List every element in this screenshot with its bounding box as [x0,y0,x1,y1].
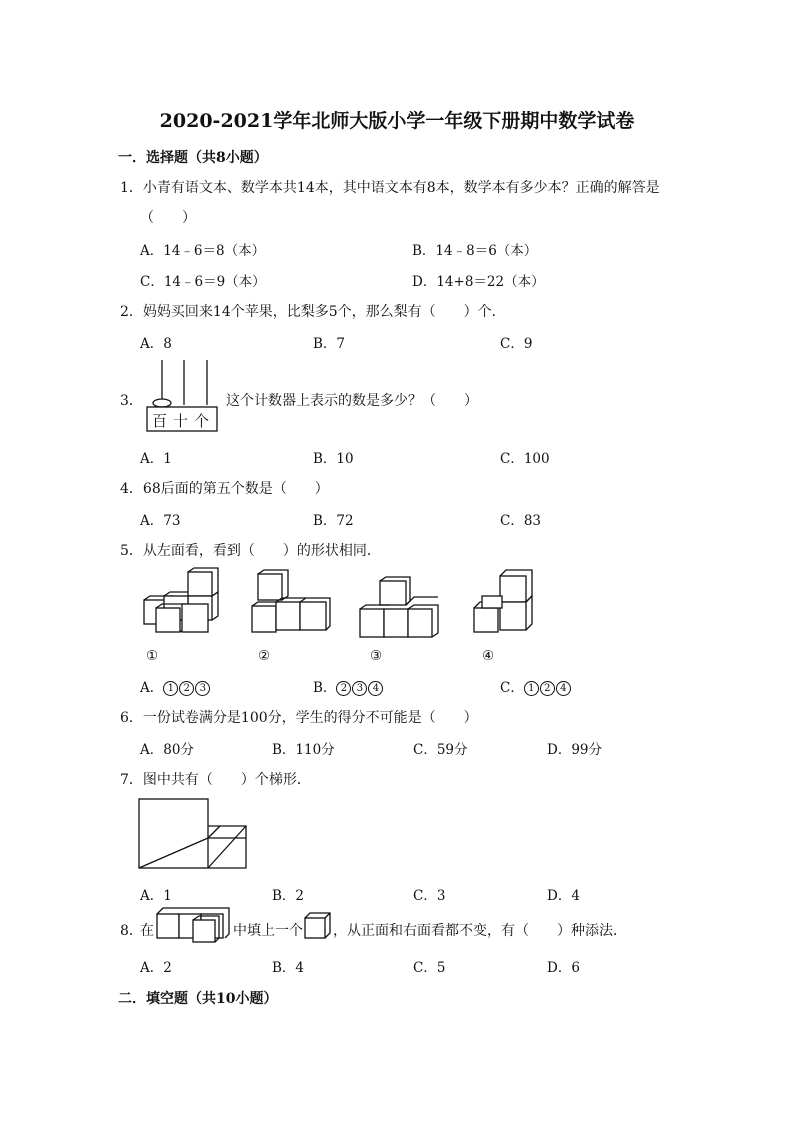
question-5 [120,540,381,560]
option-b[interactable]: B．2 [272,888,305,904]
question-text: 这个计数器上表示的数是多少？（ ） [226,393,478,409]
option-b[interactable] [313,676,384,696]
answer-paren: （ ） [140,210,196,226]
option-a[interactable]: A．8 [140,336,172,352]
circled-number: 1 [163,681,178,696]
question-number: 1． [120,180,143,196]
option-c[interactable] [500,676,572,696]
figure-label-3: ③ [370,648,383,664]
abacus-label: 百十个 [152,412,216,430]
option-c[interactable]: C．9 [500,336,533,352]
question-1 [120,177,660,197]
question-7 [120,769,311,789]
option-letter: B． [313,680,337,696]
option-b[interactable]: B．110分 [272,742,335,758]
option-c[interactable]: C．83 [500,513,542,529]
option-letter: A． [140,680,164,696]
option-b[interactable]: B．72 [313,513,354,529]
option-d[interactable]: D．99分 [547,742,603,758]
option-a[interactable]: A．1 [140,888,172,904]
circled-number: 3 [352,681,367,696]
cube-figure-1 [140,568,230,643]
question-text-before: 在 [140,923,154,939]
question-text: 一份试卷满分是100分，学生的得分不可能是（ ） [142,710,478,726]
figure-label-4: ④ [482,648,495,664]
figure-label-1: ① [146,648,159,664]
circled-number: 4 [368,681,383,696]
circled-number: 2 [336,681,351,696]
single-cube-icon [303,912,333,940]
cube-figure-4 [470,568,550,643]
option-a[interactable]: A．14﹣6＝8（本） [140,243,266,259]
question-text: 图中共有（ ）个梯形． [142,772,311,788]
cube-figure-2 [248,568,338,643]
question-number: 7． [120,772,143,788]
circled-number: 2 [540,681,555,696]
question-number: 2． [120,304,143,320]
question-number: 8． [120,923,143,939]
option-a[interactable]: A．1 [140,451,172,467]
option-a[interactable]: A．80分 [140,742,194,758]
option-d[interactable]: D．4 [547,888,580,904]
question-text-middle: 中填上一个 [233,923,303,939]
option-d[interactable]: D．14+8＝22（本） [412,274,545,290]
question-text: 从左面看，看到（ ）的形状相同． [142,543,381,559]
question-text: 妈妈买回来14个苹果，比梨多5个，那么梨有（ ）个． [142,304,506,320]
trapezoid-figure [138,798,250,870]
option-c[interactable]: C．59分 [413,742,468,758]
question-text: 小青有语文本、数学本共14本，其中语文本有8本，数学本有多少本？正确的解答是 [142,180,660,196]
option-b[interactable]: B．10 [313,451,354,467]
section-heading-fill: 二．填空题（共10小题） [118,991,278,1007]
option-a[interactable]: A．73 [140,513,181,529]
option-c[interactable]: C．3 [413,888,446,904]
option-c[interactable]: C．100 [500,451,550,467]
option-letter: C． [500,680,524,696]
circled-number: 2 [179,681,194,696]
question-4 [120,478,329,498]
question-number: 5． [120,543,143,559]
option-b[interactable]: B．4 [272,960,305,976]
question-text: 68后面的第五个数是（ ） [142,481,329,497]
option-b[interactable]: B．14﹣8＝6（本） [412,243,538,259]
question-number: 4． [120,481,143,497]
exam-title: 2020-2021学年北师大版小学一年级下册期中数学试卷 [159,110,635,132]
circled-number: 4 [556,681,571,696]
option-a[interactable] [140,676,211,696]
question-number: 6． [120,710,143,726]
option-d[interactable]: D．6 [547,960,580,976]
section-heading-choice: 一．选择题（共8小题） [118,150,268,166]
question-2 [120,301,506,321]
option-b[interactable]: B．7 [313,336,346,352]
option-a[interactable]: A．2 [140,960,172,976]
option-c[interactable]: C．5 [413,960,446,976]
question-6 [120,707,478,727]
question-text-after: ，从正面和右面看都不变，有（ ）种添法． [333,923,627,939]
circled-number: 3 [195,681,210,696]
cube-figure-3 [358,575,448,650]
question-number: 3． [120,393,143,409]
option-c[interactable]: C．14﹣6＝9（本） [140,274,266,290]
circled-number: 1 [524,681,539,696]
figure-label-2: ② [258,648,271,664]
cube-row-figure [155,906,233,946]
